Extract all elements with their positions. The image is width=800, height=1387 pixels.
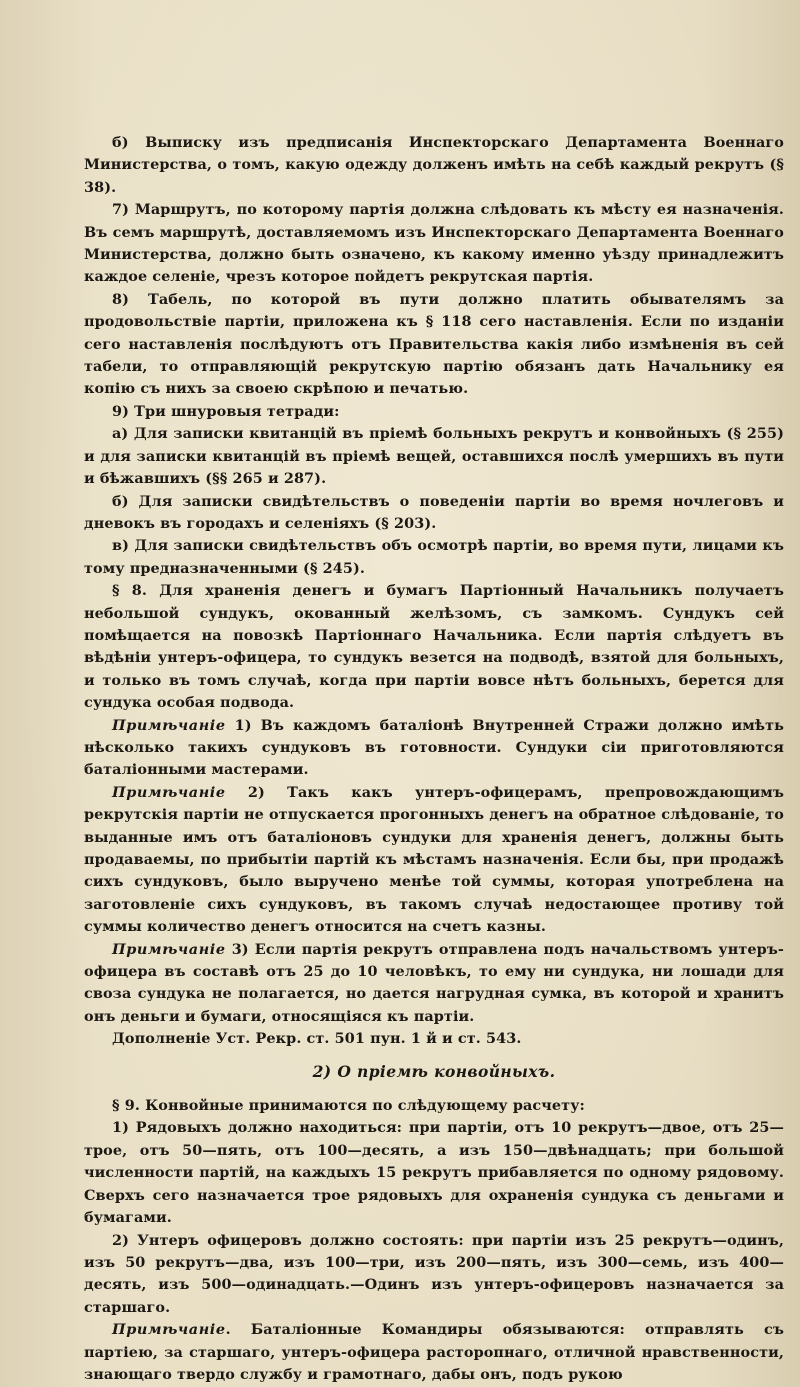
- note-3: [84, 939, 784, 1029]
- section-heading: 2) О пріемѣ конвойныхъ.: [312, 1061, 556, 1081]
- paragraph-notebooks: 9) Три шнуровыя тетради:: [112, 402, 340, 420]
- note-1: [84, 715, 784, 782]
- paragraph-notebook-c: в) Для записки свидѣтельствъ объ осмотрѣ партіи, во время пути, лицами къ тому предназначенными (§ 245).: [84, 537, 784, 577]
- note-text: 3) Если партія рекрутъ отправлена подъ начальствомъ унтеръ-офицера въ составѣ отъ 25 до 10 человѣкъ, то ему ни сундука, ни лошади для своза сундука не полагается, но дается нагрудная сумка, въ которой и хранитъ онъ деньги и бумаги, относящіяся къ партіи.: [84, 940, 784, 1025]
- note-text: . Баталіонные Командиры обязываются: отправлять съ партіею, за старшаго, унтеръ-офицера расторопнаго, отличной нравственности, знающаго твердо службу и грамотнаго, дабы онъ, подъ рукою: [84, 1321, 784, 1383]
- paragraph-route: 7) Маршрутъ, по которому партія должна слѣдовать къ мѣсту ея назначенія. Въ семъ маршрутѣ, доставляемомъ изъ Инспекторскаго Департамента Военнаго Министерства, должно быть означено, къ какому именно уѣзду принадлежитъ каждое селеніе, чрезъ которое пойдетъ рекрутская партія.: [84, 201, 784, 286]
- note-label: Примѣчаніе: [112, 1321, 226, 1339]
- document-body: [84, 132, 784, 1386]
- paragraph-notebook-a: а) Для записки квитанцій въ пріемѣ больныхъ рекрутъ и конвойныхъ (§ 255) и для записки квитанцій въ пріемѣ вещей, оставшихся послѣ умершихъ въ пути и бѣжавшихъ (§§ 265 и 287).: [84, 425, 784, 488]
- paragraph-notebook-b: б) Для записки свидѣтельствъ о поведеніи партіи во время ночлеговъ и дневокъ въ городахъ и селеніяхъ (§ 203).: [84, 492, 784, 532]
- paragraph-tariff: 8) Табель, по которой въ пути должно платить обывателямъ за продовольствіе партіи, приложена къ § 118 сего наставленія. Если по изданіи сего наставленія послѣдуютъ отъ Правительства какія либо измѣненія въ сей табели, то отправляющій рекрутскую партію обязанъ дать Начальнику ея копію съ нихъ за своею скрѣпою и печатью.: [84, 290, 784, 398]
- note-text: 2) Такъ какъ унтеръ-офицерамъ, препровождающимъ рекрутскія партіи не отпускается прогонныхъ денегъ на обратное слѣдованіе, то выданные имъ отъ баталіоновъ сундуки для храненія денегъ, должны быть продаваемы, по прибытіи партій къ мѣстамъ назначенія. Если бы, при продажѣ сихъ сундуковъ, было выручено менѣе той суммы, которая употреблена на заготовленіе сихъ сундуковъ, въ такомъ случаѣ недостающее противу той суммы количество денегъ относится на счетъ казны.: [84, 783, 784, 936]
- note-label: Примѣчаніе: [112, 940, 226, 958]
- note-text: 1) Въ каждомъ баталіонѣ Внутренней Стражи должно имѣть нѣсколько такихъ сундуковъ въ готовности. Сундуки сіи приготовляются баталіонными мастерами.: [84, 716, 784, 779]
- note-2: [84, 782, 784, 939]
- paragraph-nco: 2) Унтеръ офицеровъ должно состоять: при партіи изъ 25 рекрутъ—одинъ, изъ 50 рекрутъ—два, изъ 100—три, изъ 200—пять, изъ 300—семь, изъ 400—десять, изъ 500—одинадцать.—Одинъ изъ унтеръ-офицеровъ назначается за старшаго.: [84, 1231, 784, 1316]
- paragraph-copy-of-order: б) Выписку изъ предписанія Инспекторскаго Департамента Военнаго Министерства, о томъ, какую одежду долженъ имѣть на себѣ каждый рекрутъ (§ 38).: [84, 134, 784, 196]
- note-commanders: [84, 1319, 784, 1386]
- note-label: Примѣчаніе: [112, 783, 226, 801]
- addendum-reference: Дополненіе Уст. Рекр. ст. 501 пун. 1 й и ст. 543.: [112, 1030, 522, 1048]
- section-9-paragraph: § 9. Конвойные принимаются по слѣдующему расчету:: [112, 1097, 585, 1115]
- paragraph-privates: 1) Рядовыхъ должно находиться: при партіи, отъ 10 рекрутъ—двое, отъ 25—трое, отъ 50—пять, отъ 100—десять, а изъ 150—двѣнадцать; при большой численности партій, на каждыхъ 15 рекрутъ прибавляется по одному рядовому. Сверхъ сего назначается трое рядовыхъ для охраненія сундука съ деньгами и бумагами.: [84, 1119, 784, 1227]
- section-8-paragraph: § 8. Для храненія денегъ и бумагъ Партіонный Начальникъ получаетъ небольшой сундукъ, окованный желѣзомъ, съ замкомъ. Сундукъ сей помѣщается на повозкѣ Партіоннаго Начальника. Если партія слѣдуетъ въ вѣдѣніи унтеръ-офицера, то сундукъ везется на подводѣ, взятой для больныхъ, и только въ томъ случаѣ, когда при партіи вовсе нѣтъ больныхъ, берется для сундука особая подвода.: [84, 582, 784, 712]
- note-label: Примѣчаніе: [112, 716, 226, 734]
